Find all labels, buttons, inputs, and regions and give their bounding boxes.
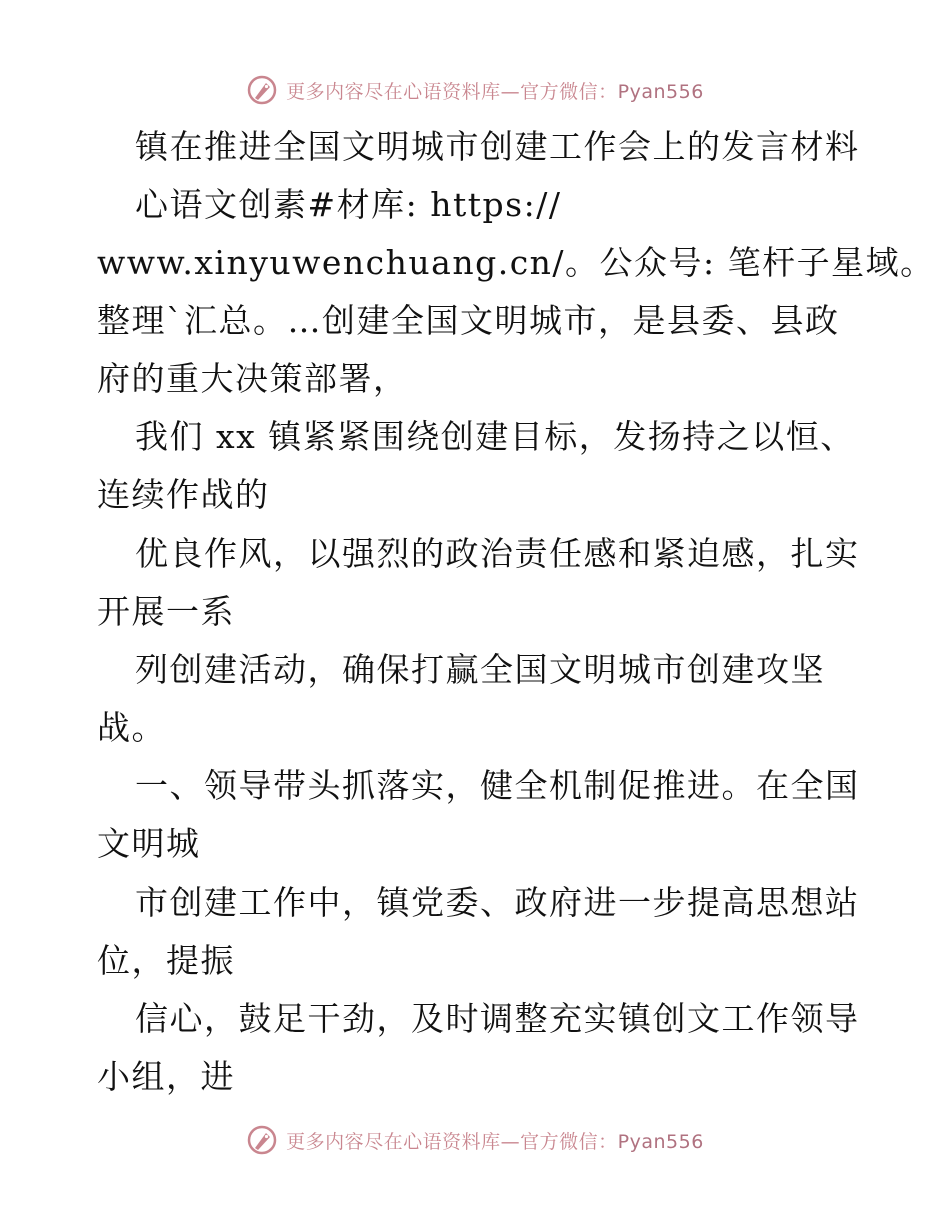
doc-line: 府的重大决策部署，: [97, 359, 408, 398]
doc-line: 位，提振: [97, 941, 235, 980]
doc-line: 文明城: [97, 824, 201, 863]
doc-line: 一、领导带头抓落实，健全机制促推进。在全国: [135, 766, 860, 805]
watermark-text: [286, 1127, 704, 1154]
doc-line: www.xinyuwenchuang.cn/。公众号: 笔杆子星域。: [97, 243, 935, 282]
doc-line: 列创建活动，确保打赢全国文明城市创建攻坚: [135, 650, 825, 689]
doc-line: 信心，鼓足干劲，及时调整充实镇创文工作领导: [135, 999, 860, 1038]
doc-line: 战。: [97, 708, 166, 747]
watermark-label: 更多内容尽在心语资料库—官方微信：: [286, 80, 618, 103]
pen-nib-logo-icon: [246, 1124, 278, 1156]
doc-line: 优良作风，以强烈的政治责任感和紧迫感，扎实: [135, 534, 860, 573]
doc-line: 我们 xx 镇紧紧围绕创建目标，发扬持之以恒、: [135, 417, 855, 456]
doc-line: 心语文创素#材库: https://: [135, 185, 562, 224]
doc-line: 开展一系: [97, 592, 235, 631]
watermark-wechat-id: Pyan556: [617, 80, 704, 103]
doc-line: 整理`汇总。…创建全国文明城市，是县委、县政: [97, 301, 840, 340]
doc-line: 连续作战的: [97, 475, 270, 514]
watermark-wechat-id: Pyan556: [617, 1130, 704, 1153]
watermark-label: 更多内容尽在心语资料库—官方微信：: [286, 1130, 618, 1153]
doc-line: 小组，进: [97, 1057, 235, 1096]
footer-watermark: [0, 1120, 950, 1160]
doc-title: 镇在推进全国文明城市创建工作会上的发言材料: [135, 127, 860, 166]
doc-line: 市创建工作中，镇党委、政府进一步提高思想站: [135, 883, 860, 922]
